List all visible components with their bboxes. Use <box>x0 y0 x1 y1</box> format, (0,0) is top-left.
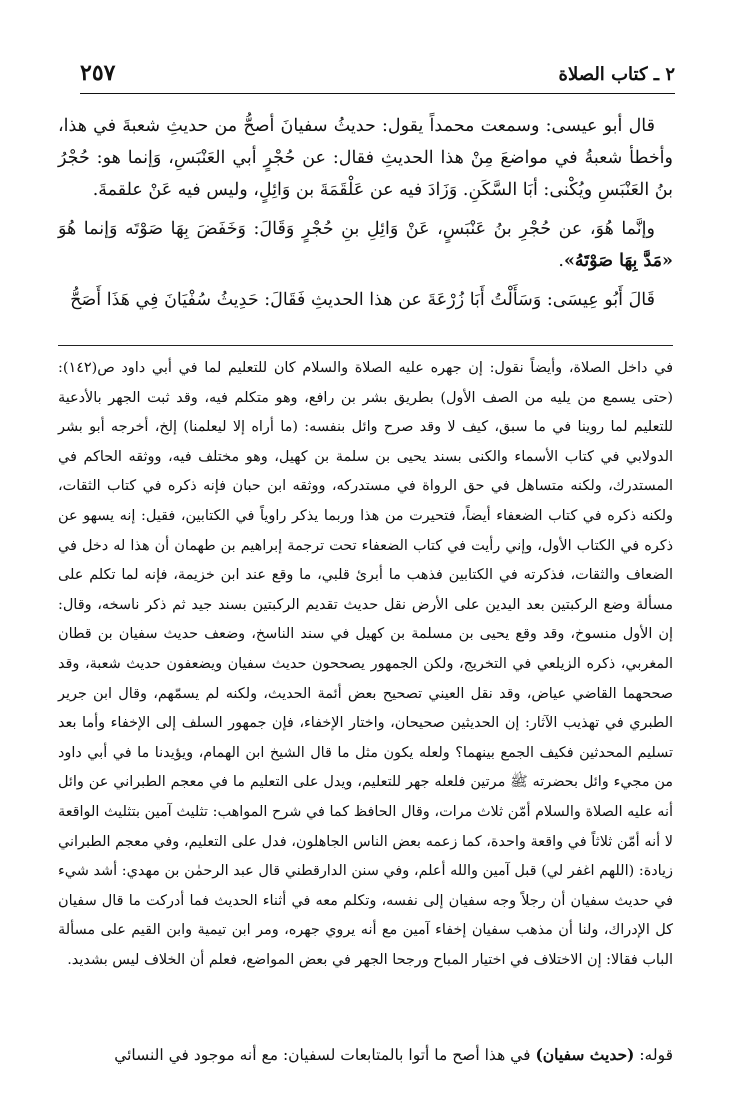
main-paragraph-1: قال أبو عيسى: وسمعت محمداً يقول: حديثُ سفيانَ أصحُّ من حديثِ شعبةَ في هذا، وأخطأ شعبةُ في مواضعَ مِنْ هذا الحديثِ فقال: عن حُجْرٍ أبي العَنْبَسِ، وَإنما هو: حُجْرُ بنُ العَنْبَسِ ويُكْنى: أبَا السَّكَنِ. وَزَادَ فيه عن عَلْقَمَةَ بن وَائِلٍ، وليس فيه عَنْ علقمةَ. <box>58 116 673 200</box>
commentary-notes <box>58 354 673 975</box>
main-paragraph-3: قَالَ أَبُو عِيسَى: وَسَأَلْتُ أَبَا زُرْعَةَ عن هذا الحديثِ فَقَالَ: حَدِيثُ سُفْيَانَ فِي هَذَا أَصَحُّ <box>70 290 655 310</box>
footnote-line <box>58 1040 673 1070</box>
notes-divider <box>58 345 673 346</box>
footnote-bold: (حديث سفيان) <box>535 1045 635 1064</box>
page-header <box>80 58 675 92</box>
main-text <box>58 110 673 323</box>
main-paragraph-2-text: وإنَّما هُوَ، عن حُجْرِ بنُ عَنْبَسٍ، عَنْ وَائِلِ بنِ حُجْرٍ وَقَالَ: وَخَفَضَ بِهَا صَوْتَه وَإنما هُوَ <box>58 219 655 239</box>
footnote-prefix: قوله: <box>639 1046 673 1064</box>
page-number: ٢٥٧ <box>80 60 116 86</box>
footnote-text: في هذا أصح ما أتوا بالمتابعات لسفيان: مع أنه موجود في النسائي <box>114 1046 531 1064</box>
chapter-title: ٢ ـ كتاب الصلاة <box>558 64 675 85</box>
main-paragraph-2-bold: «مَدَّ بِهَا صَوْتَهُ» <box>563 251 673 271</box>
commentary-text: في داخل الصلاة، وأيضاً نقول: إن جهره عليه الصلاة والسلام كان للتعليم لما في أبي داود ص(١٤٢): (حتى يسمع من يليه من الصف الأول) بطريق بشر بن رافع، وهو متكلم فيه، وقد ثبت الجهر بالأدعية للتعليم لما روينا في ما سبق، كيف لا وقد صرح وائل بنفسه: (ما أراه إلا ليعلمنا) إلخ، أخرجه أبو بشر الدولابي في كتاب الأسماء والكنى بسند يحيى بن سلمة بن كهيل، وهو مختلف فيه، ووثقه الحاكم في المستدرك، ولكنه متساهل في حق الرواة في مستدركه، ووثقه ابن حبان فإنه ذكره في كتاب الثقات، ولكنه ذكره في كتاب الضعفاء أيضاً، فتحيرت من هذا وربما يذكر راوياً في الكتابين، فقيل: إنه يسهو عن ذكره في الكتاب الأول، وإني رأيت في كتاب الضعفاء تحت ترجمة إبراهيم بن طهمان أن هذا له دخل في الضعاف والثقات، فذكرته في الكتابين فذهب ما أبرئ قلبي، ما وقع عند ابن خزيمة، فإنه لما تكلم على مسألة وضع الركبتين بعد اليدين على الأرض نقل حديث تقديم الركبتين بسند جيد ثم ذكر ناسخه، وقال: إن الأول منسوخ، وقد وقع يحيى بن مسلمة بن كهيل في سند الناسخ، وضعف حديث سفيان بن قطان المغربي، ذكره الزيلعي في التخريج، ولكن الجمهور يصححون حديث سفيان ويضعفون حديث شعبة، وقد صححهما القاضي عياض، وقد نقل العيني تصحيح بعض أئمة الحديث، ولكنه لم يسمّهم، وقال ابن جرير الطبري في تهذيب الآثار: إن الحديثين صحيحان، واختار الإخفاء، فإن جمهور السلف إلى الإخفاء وأما بعد تسليم المحدثين فكيف الجمع بينهما؟ ولعله يكون مثل ما قال الشيخ ابن الهمام، ويؤيدنا ما في أبي داود من مجيء وائل بحضرته ﷺ مرتين فلعله جهر للتعليم، ويدل على التعليم ما في معجم الطبراني عن وائل أنه عليه الصلاة والسلام أمّن ثلاث مرات، وقال الحافظ كما في شرح المواهب: تثليث آمين بتثليث الواقعة لا أنه أمّن ثلاثاً في واقعة واحدة، كما زعمه بعض الناس الجاهلون، فدل على التعليم، وفي معجم الطبراني زيادة: (اللهم اغفر لي) قبل آمين والله أعلم، وفي سنن الدارقطني قال عبد الرحمٰن بن مهدي: أشد شيء في حديث سفيان أن رجلاً وجه سفيان إلى نفسه، وتكلم معه في أثناء الحديث فما أدركت ما قال سفيان كل الإدراك، ولنا أن مذهب سفيان إخفاء آمين مع أنه يروي جهره، ومر ابن تيمية وابن القيم على مسألة الباب فقالا: إن الاختلاف في اختيار المباح ورجحا الجهر في بعض المواضع، فعلم أن الخلاف ليس بشديد. <box>58 360 674 968</box>
main-paragraph-2: وإنَّما هُوَ، عن حُجْرِ بنُ عَنْبَسٍ، عَنْ وَائِلِ بنِ حُجْرٍ وَقَالَ: وَخَفَضَ بِهَا صَوْتَه وَإنما هُوَ «مَدَّ بِهَا صَوْتَهُ». <box>58 219 673 271</box>
header-rule <box>80 93 675 94</box>
